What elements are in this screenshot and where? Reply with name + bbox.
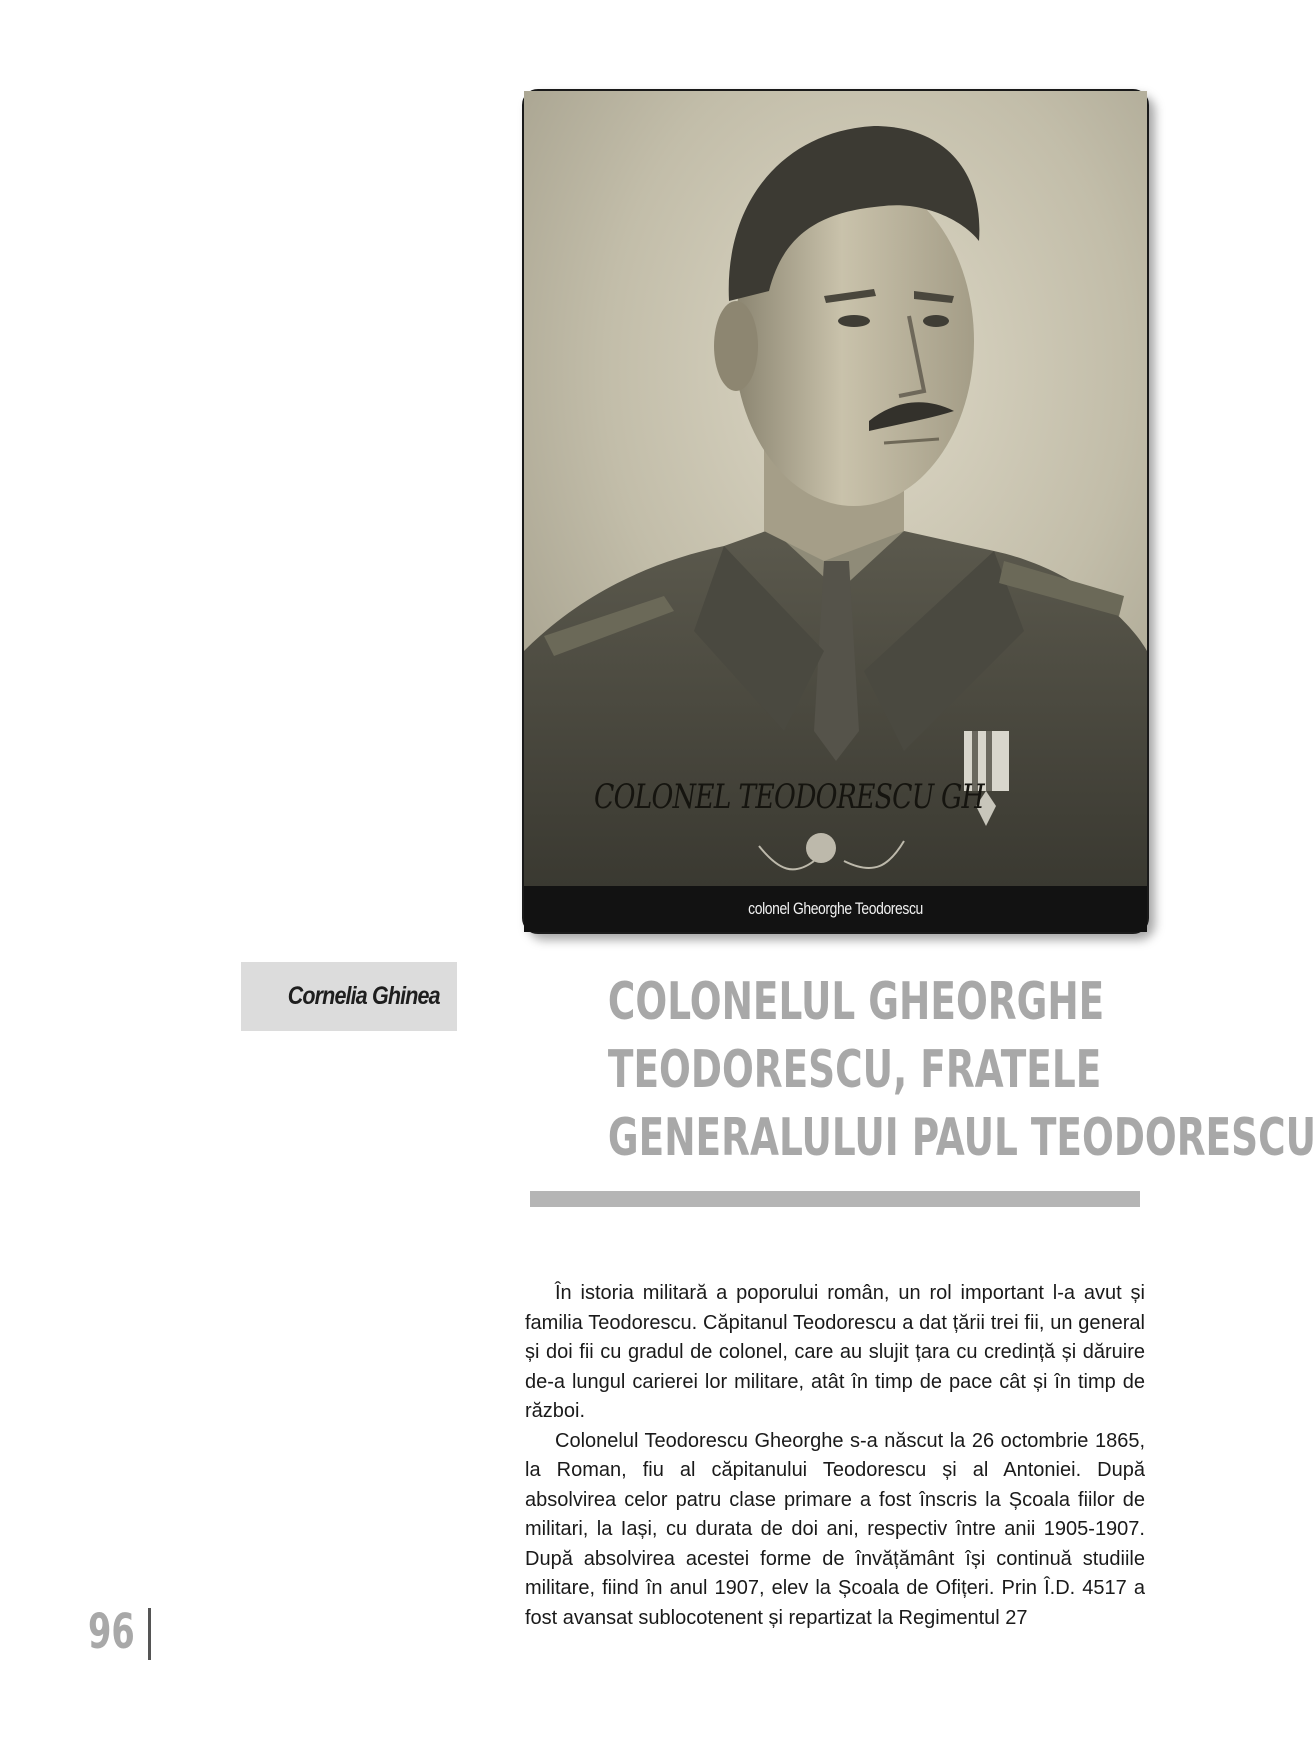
page-number-divider <box>148 1608 151 1660</box>
portrait-figure <box>522 89 1149 934</box>
article-title <box>520 968 1316 1172</box>
author-name: Cornelia Ghinea <box>288 982 440 1010</box>
paragraph: Colonelul Teodorescu Gheorghe s-a născut la 26 octombrie 1865, la Roman, fiu al căpitanului Teodorescu și al Antoniei. După absolvirea celor patru clase primare a fost înscris la Școala fiilor de militari, la Iași, cu durata de doi ani, respectiv între anii 1905-1907. După absolvirea acestei forme de învățământ își continuă studiile militare, fiind în anul 1907, elev la Școala de Ofițeri. Prin Î.D. 4517 a fost avansat sublocotenent și repartizat la Regimentul 27 <box>525 1429 1145 1629</box>
title-line: TEODORESCU, FRATELE <box>607 1040 1102 1100</box>
portrait-photo <box>524 91 1147 886</box>
author-box <box>241 962 457 1031</box>
photo-caption-bar <box>524 886 1147 932</box>
page-number: 96 <box>88 1604 135 1660</box>
title-divider <box>530 1191 1140 1207</box>
title-line: COLONELUL GHEORGHE <box>607 972 1105 1032</box>
title-line: GENERALULUI PAUL TEODORESCU <box>607 1108 1316 1168</box>
photo-caption: colonel Gheorghe Teodorescu <box>748 899 923 918</box>
photo-inscription: COLONEL TEODORESCU GH <box>594 777 986 817</box>
paragraph: În istoria militară a poporului român, un rol important l-a avut și familia Teodorescu. Căpitanul Teodorescu a dat țării trei fii, un general și doi fii cu gradul de colonel, care au slujit țara cu credință și dăruire de-a lungul carierei lor militare, atât în timp de pace cât și în timp de război. <box>525 1282 1145 1422</box>
article-body <box>525 1279 1145 1633</box>
